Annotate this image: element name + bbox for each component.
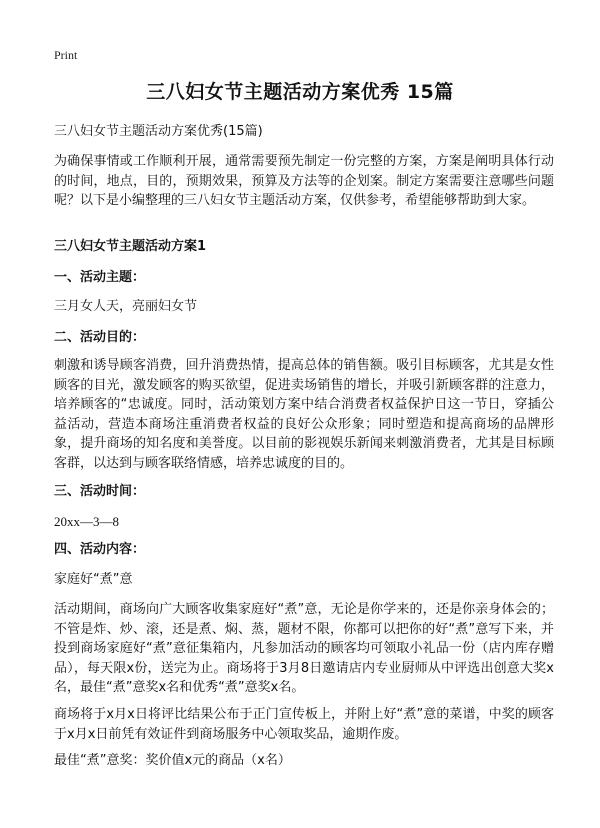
purpose-heading: 二、活动目的： [54,330,146,345]
page-title: 三八妇女节主题活动方案优秀 15篇 [146,81,454,103]
intro-paragraph: 为确保事情或工作顺利开展，通常需要预先制定一份完整的方案，方案是阐明具体行动的时间，地点，目的，预期效果，预算及方法等的企划案。制定方案需要注意哪些问题呢？以下是小编整理的三八妇女节主题活动方案，仅供参考，希望能够帮助到大家。 [54,154,554,208]
theme-heading: 一、活动主题： [54,270,146,285]
purpose-paragraph: 刺激和诱导顾客消费，回升消费热情，提高总体的销售额。吸引目标顾客，尤其是女性顾客的目光，激发顾客的购买欲望，促进卖场销售的增长，并吸引新顾客群的注意力，培养顾客的“忠诚度。同时，活动策划方案中结合消费者权益保护日这一节日，穿插公益活动，营造本商场注重消费者权益的良好公众形象；同时塑造和提高商场的品牌形象，提升商场的知名度和美誉度。以目前的影视娱乐新闻来刺激消费者，尤其是目标顾客群，以达到与顾客联络情感，培养忠诚度的目的。 [54,358,554,471]
activity-details-paragraph: 活动期间，商场向广大顾客收集家庭好“煮”意，无论是你学来的，还是你亲身体会的；不管是炸、炒、滚，还是煮、焖、蒸，题材不限，你都可以把你的好“煮”意写下来，并投到商场家庭好“煮”意征集箱内，凡参加活动的顾客均可领取小礼品一份（店内库存赠品），每天限x份，送完为止。商场将于3月8日邀请店内专业厨师从中评选出创意大奖x名，最佳“煮”意奖x名和优秀“煮”意奖x名。 [54,602,554,695]
theme-text: 三月女人天，亮丽妇女节 [54,299,198,314]
document-subtitle: 三八妇女节主题活动方案优秀(15篇) [54,124,263,139]
plan-title: 三八妇女节主题活动方案1 [54,239,207,254]
activity-name: 家庭好“煮”意 [54,572,133,587]
time-text: 20xx—3—8 [54,514,119,529]
time-heading: 三、活动时间： [54,484,146,499]
print-label: Print [54,48,78,62]
announcement-paragraph: 商场将于x月x日将评比结果公布于正门宣传板上，并附上好“煮”意的菜谱，中奖的顾客于x月x日前凭有效证件到商场服务中心领取奖品，逾期作废。 [54,707,554,742]
content-heading: 四、活动内容： [54,542,146,557]
prize-best-text: 最佳“煮”意奖：奖价值x元的商品（x名） [54,753,291,768]
